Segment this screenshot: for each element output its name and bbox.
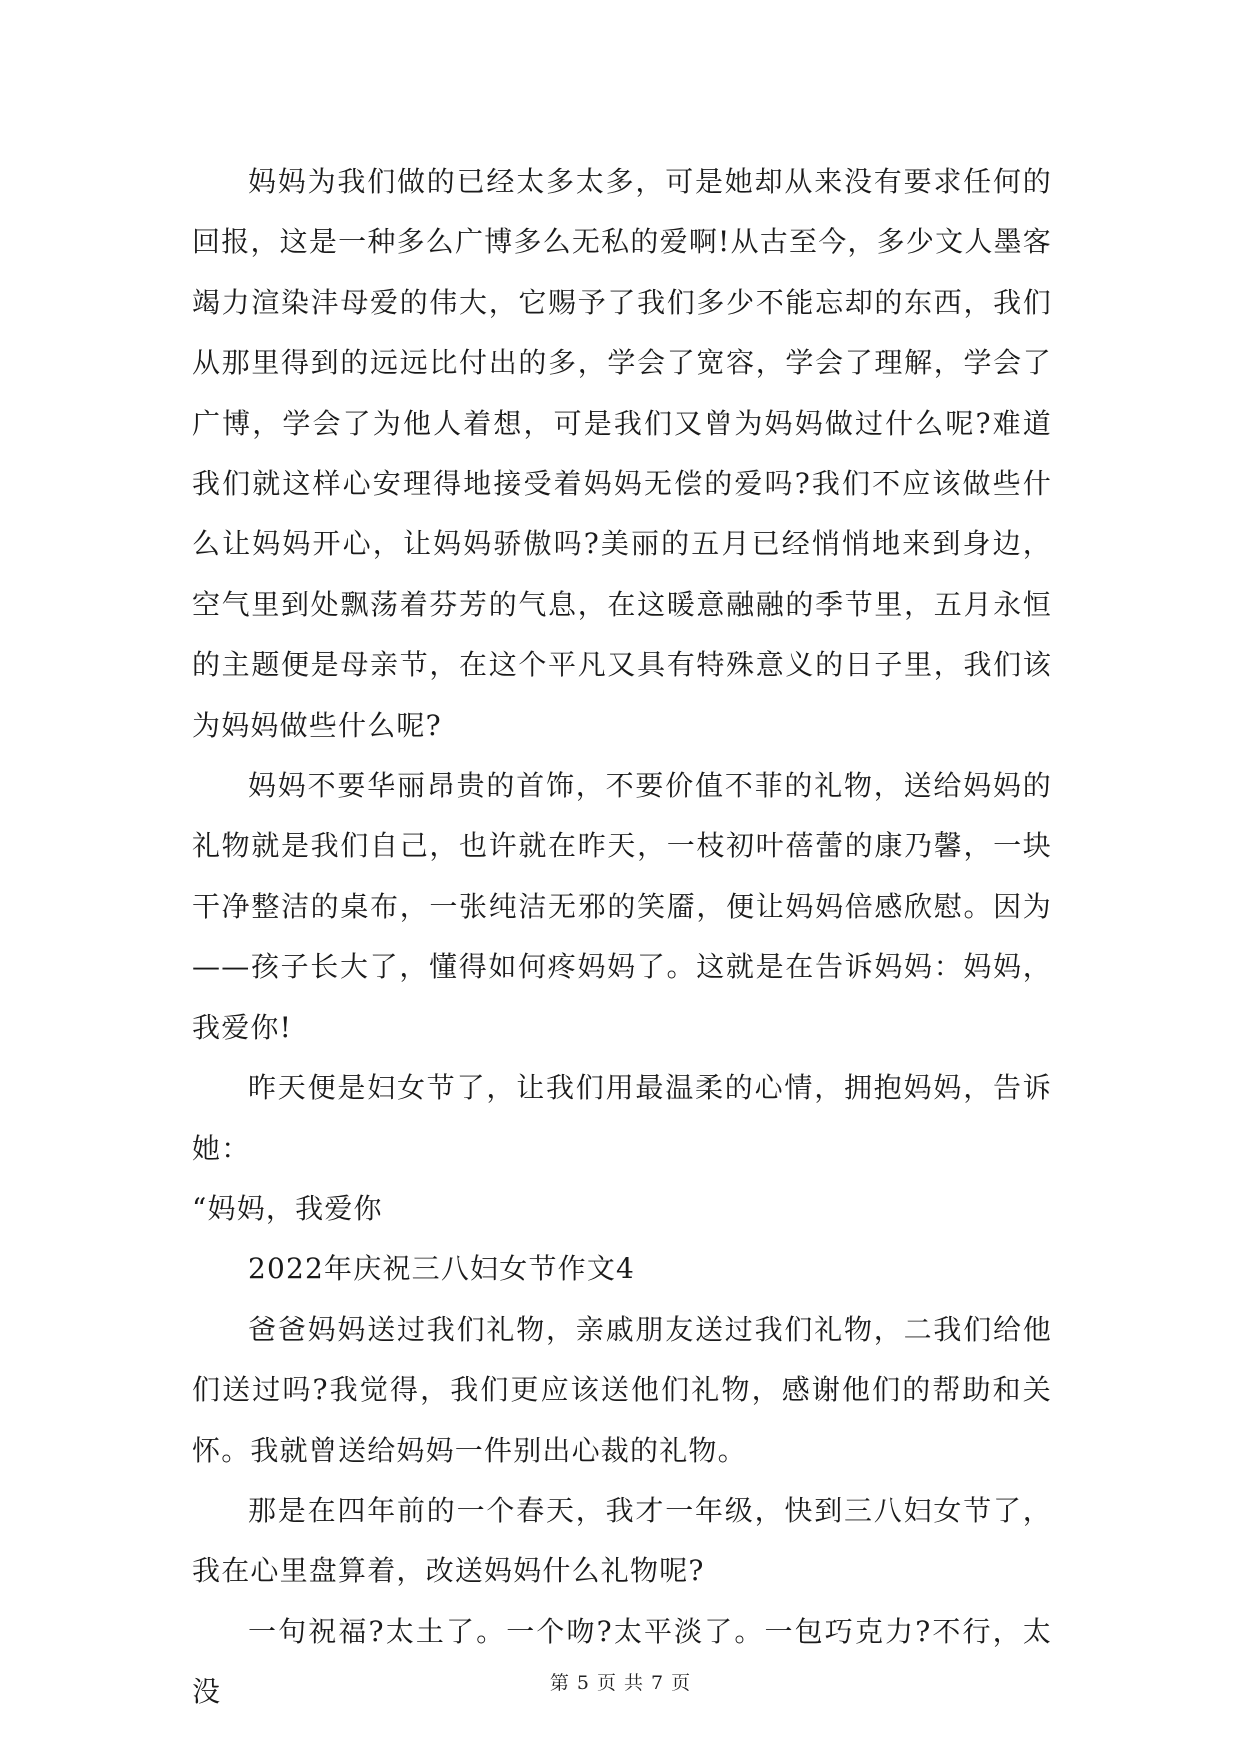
paragraph-3-continuation: “妈妈，我爱你 [192, 1191, 383, 1225]
paragraph-2: 妈妈不要华丽昂贵的首饰，不要价值不菲的礼物，送给妈妈的礼物就是我们自己，也许就在昨天，一枝初叶蓓蕾的康乃馨，一块干净整洁的桌布，一张纯洁无邪的笑靥，便让妈妈倍感欣慰。因为——孩子长大了，懂得如何疼妈妈了。这就是在告诉妈妈：妈妈，我爱你! [192, 769, 1052, 1044]
paragraph-1: 妈妈为我们做的已经太多太多，可是她却从来没有要求任何的回报，这是一种多么广博多么无私的爱啊!从古至今，多少文人墨客竭力渲染沣母爱的伟大，它赐予了我们多少不能忘却的东西，我们从那里得到的远远比付出的多，学会了宽容，学会了理解，学会了广博，学会了为他人着想，可是我们又曾为妈妈做过什么呢?难道我们就这样心安理得地接受着妈妈无偿的爱吗?我们不应该做些什么让妈妈开心，让妈妈骄傲吗?美丽的五月已经悄悄地来到身边，空气里到处飘荡着芬芳的气息，在这暖意融融的季节里，五月永恒的主题便是母亲节，在这个平凡又具有特殊意义的日子里，我们该为妈妈做些什么呢? [192, 165, 1052, 742]
paragraph-3: 昨天便是妇女节了，让我们用最温柔的心情，拥抱妈妈，告诉她： [192, 1071, 1052, 1165]
document-body [192, 152, 1052, 1723]
page-number-footer: 第 5 页 共 7 页 [549, 1672, 692, 1694]
section-heading: 2022年庆祝三八妇女节作文4 [248, 1252, 636, 1286]
paragraph-6: 一句祝福?太土了。一个吻?太平淡了。一包巧克力?不行，太没 [192, 1614, 1052, 1709]
paragraph-5: 那是在四年前的一个春天，我才一年级，快到三八妇女节了，我在心里盘算着，改送妈妈什么礼物呢? [192, 1493, 1052, 1588]
paragraph-4: 爸爸妈妈送过我们礼物，亲戚朋友送过我们礼物，二我们给他们送过吗?我觉得，我们更应该送他们礼物，感谢他们的帮助和关怀。我就曾送给妈妈一件别出心裁的礼物。 [192, 1312, 1052, 1467]
